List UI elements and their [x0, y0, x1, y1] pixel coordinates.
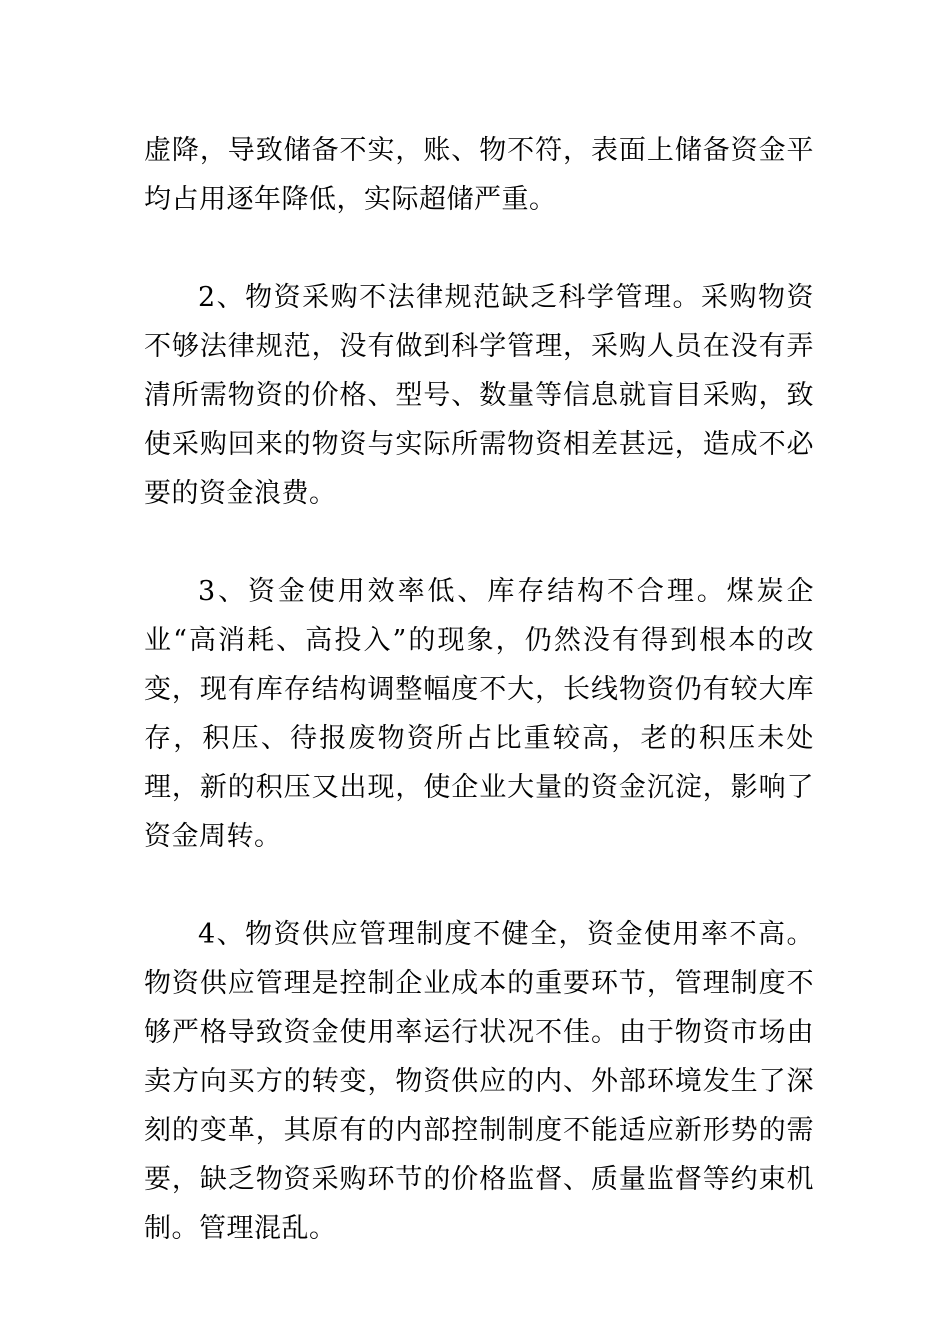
- paragraph-3: 3、资金使用效率低、库存结构不合理。煤炭企业“高消耗、高投入”的现象，仍然没有得到根本的改变，现有库存结构调整幅度不大，长线物资仍有较大库存，积压、待报废物资所占比重较高，老的积压未处理，新的积压又出现，使企业大量的资金沉淀，影响了资金周转。: [144, 576, 814, 852]
- paragraph-4: 4、物资供应管理制度不健全，资金使用率不高。物资供应管理是控制企业成本的重要环节，管理制度不够严格导致资金使用率运行状况不佳。由于物资市场由卖方向买方的转变，物资供应的内、外部环境发生了深刻的变革，其原有的内部控制制度不能适应新形势的需要，缺乏物资采购环节的价格监督、质量监督等约束机制。管理混乱。: [144, 919, 814, 1244]
- document-body: [144, 126, 814, 1253]
- paragraph-2: 2、物资采购不法律规范缺乏科学管理。采购物资不够法律规范，没有做到科学管理，采购人员在没有弄清所需物资的价格、型号、数量等信息就盲目采购，致使采购回来的物资与实际所需物资相差甚远，造成不必要的资金浪费。: [144, 282, 814, 509]
- paragraph-1: 虚降，导致储备不实，账、物不符，表面上储备资金平均占用逐年降低，实际超储严重。: [144, 135, 814, 215]
